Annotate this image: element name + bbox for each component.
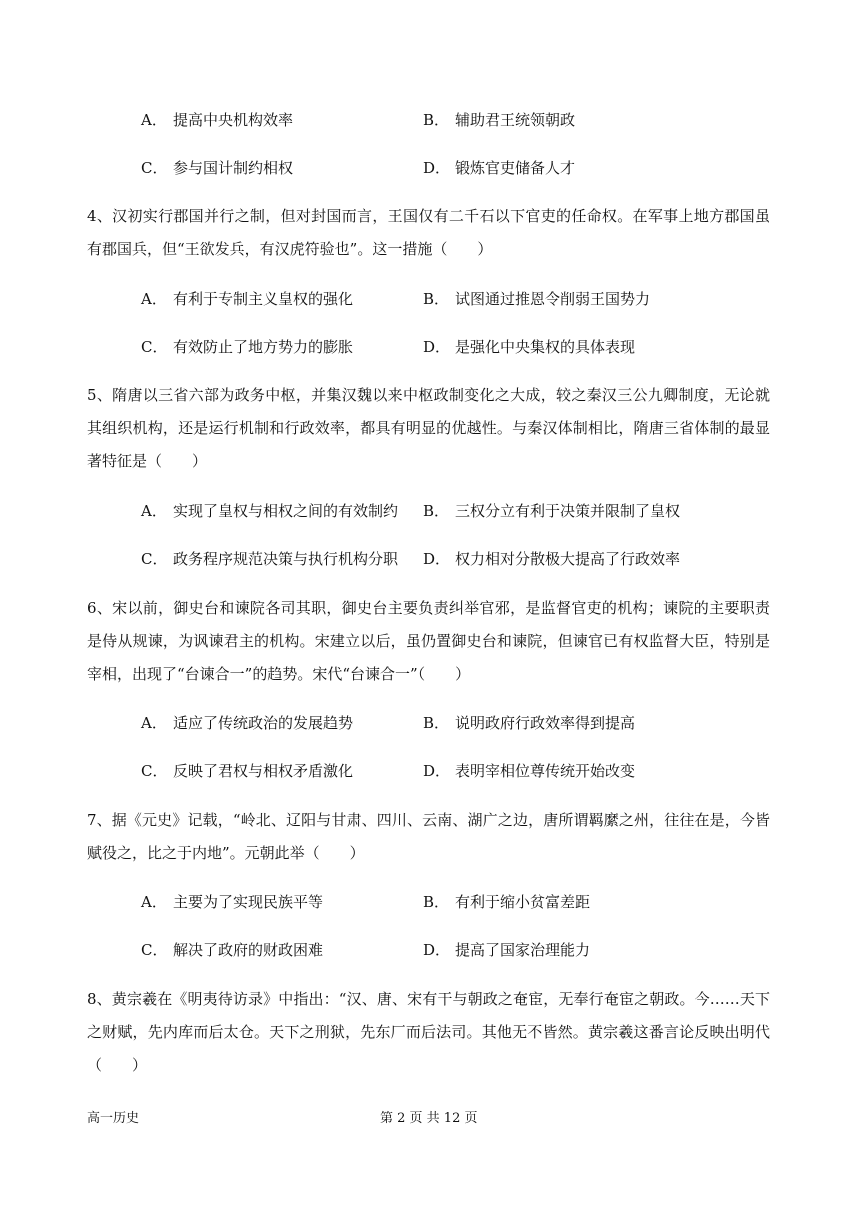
option-letter: D． bbox=[423, 159, 451, 177]
option-letter: A． bbox=[141, 893, 167, 911]
option-letter: C． bbox=[141, 550, 168, 568]
q3-option-a[interactable] bbox=[141, 108, 293, 132]
q3-option-b[interactable] bbox=[423, 108, 575, 132]
footer-page-number: 第 2 页 共 12 页 bbox=[380, 1111, 478, 1126]
option-letter: B． bbox=[423, 893, 450, 911]
q4-options-row-1 bbox=[141, 287, 781, 311]
option-text: 三权分立有利于决策并限制了皇权 bbox=[455, 502, 681, 520]
option-text: 实现了皇权与相权之间的有效制约 bbox=[173, 502, 399, 520]
q4-option-d[interactable] bbox=[423, 335, 635, 359]
q3-option-c[interactable] bbox=[141, 156, 293, 180]
q4-option-c[interactable] bbox=[141, 335, 353, 359]
q4-options-row-2 bbox=[141, 335, 781, 359]
option-text: 主要为了实现民族平等 bbox=[173, 893, 324, 911]
option-text: 提高了国家治理能力 bbox=[455, 941, 591, 959]
option-letter: A． bbox=[141, 111, 167, 129]
option-text: 反映了君权与相权矛盾激化 bbox=[173, 762, 354, 780]
q7-options-row-2 bbox=[141, 938, 781, 962]
option-letter: C． bbox=[141, 159, 168, 177]
option-letter: B． bbox=[423, 290, 450, 308]
option-letter: B． bbox=[423, 502, 450, 520]
q5-options-row-1 bbox=[141, 499, 781, 523]
option-text: 锻炼官吏储备人才 bbox=[455, 159, 576, 177]
q6-option-d[interactable] bbox=[423, 759, 635, 783]
option-letter: A． bbox=[141, 714, 167, 732]
question-6-stem: 6、宋以前，御史台和谏院各司其职，御史台主要负责纠举官邪，是监督官吏的机构；谏院的主要职责是侍从规谏，为讽谏君主的机构。宋建立以后，虽仍置御史台和谏院，但谏官已有权监督大臣，特别是宰相，出现了“台谏合一”的趋势。宋代“台谏合一”（ ） bbox=[87, 599, 770, 683]
option-text: 说明政府行政效率得到提高 bbox=[455, 714, 636, 732]
option-letter: C． bbox=[141, 941, 168, 959]
q5-option-a[interactable] bbox=[141, 499, 398, 523]
option-letter: D． bbox=[423, 338, 451, 356]
q6-options-row-1 bbox=[141, 711, 781, 735]
option-letter: A． bbox=[141, 502, 167, 520]
question-4-stem: 4、汉初实行郡国并行之制，但对封国而言，王国仅有二千石以下官吏的任命权。在军事上地方郡国虽有郡国兵，但“王欲发兵，有汉虎符验也”。这一措施（ ） bbox=[87, 207, 770, 258]
q7-option-d[interactable] bbox=[423, 938, 590, 962]
q4-option-a[interactable] bbox=[141, 287, 353, 311]
question-7-stem: 7、据《元史》记载，“岭北、辽阳与甘肃、四川、云南、湖广之边，唐所谓羁縻之州，往往在是，今皆赋役之，比之于内地”。元朝此举（ ） bbox=[87, 811, 770, 862]
option-letter: C． bbox=[141, 762, 168, 780]
option-letter: B． bbox=[423, 111, 450, 129]
option-letter: C． bbox=[141, 338, 168, 356]
option-text: 有利于专制主义皇权的强化 bbox=[173, 290, 354, 308]
q6-option-b[interactable] bbox=[423, 711, 635, 735]
q3-options-row-2 bbox=[141, 156, 781, 180]
option-letter: D． bbox=[423, 762, 451, 780]
option-text: 提高中央机构效率 bbox=[173, 111, 294, 129]
q6-options-row-2 bbox=[141, 759, 781, 783]
q5-option-c[interactable] bbox=[141, 547, 398, 571]
q5-option-b[interactable] bbox=[423, 499, 680, 523]
q4-option-b[interactable] bbox=[423, 287, 650, 311]
option-letter: A． bbox=[141, 290, 167, 308]
option-text: 辅助君王统领朝政 bbox=[455, 111, 576, 129]
option-text: 表明宰相位尊传统开始改变 bbox=[455, 762, 636, 780]
option-text: 参与国计制约相权 bbox=[173, 159, 294, 177]
q6-option-c[interactable] bbox=[141, 759, 353, 783]
q7-option-b[interactable] bbox=[423, 890, 590, 914]
question-5-stem: 5、隋唐以三省六部为政务中枢，并集汉魏以来中枢政制变化之大成，较之秦汉三公九卿制度，无论就其组织机构，还是运行机制和行政效率，都具有明显的优越性。与秦汉体制相比，隋唐三省体制的最显著特征是（ ） bbox=[87, 386, 770, 470]
option-text: 解决了政府的财政困难 bbox=[173, 941, 324, 959]
option-text: 是强化中央集权的具体表现 bbox=[455, 338, 636, 356]
q7-options-row-1 bbox=[141, 890, 781, 914]
q5-option-d[interactable] bbox=[423, 547, 680, 571]
footer-subject: 高一历史 bbox=[87, 1111, 140, 1126]
option-text: 试图通过推恩令削弱王国势力 bbox=[455, 290, 651, 308]
q3-options-row-1 bbox=[141, 108, 781, 132]
option-text: 有利于缩小贫富差距 bbox=[455, 893, 591, 911]
option-letter: D． bbox=[423, 941, 451, 959]
q5-options-row-2 bbox=[141, 547, 781, 571]
option-letter: D． bbox=[423, 550, 451, 568]
option-text: 有效防止了地方势力的膨胀 bbox=[173, 338, 354, 356]
option-text: 适应了传统政治的发展趋势 bbox=[173, 714, 354, 732]
question-8-stem: 8、黄宗羲在《明夷待访录》中指出：“汉、唐、宋有干与朝政之奄宦，无奉行奄宦之朝政。今……天下之财赋，先内库而后太仓。天下之刑狱，先东厂而后法司。其他无不皆然。黄宗羲这番言论反映出明代（ ） bbox=[87, 990, 770, 1074]
q3-option-d[interactable] bbox=[423, 156, 575, 180]
q7-option-c[interactable] bbox=[141, 938, 323, 962]
q7-option-a[interactable] bbox=[141, 890, 323, 914]
option-letter: B． bbox=[423, 714, 450, 732]
q6-option-a[interactable] bbox=[141, 711, 353, 735]
option-text: 权力相对分散极大提高了行政效率 bbox=[455, 550, 681, 568]
option-text: 政务程序规范决策与执行机构分职 bbox=[173, 550, 399, 568]
